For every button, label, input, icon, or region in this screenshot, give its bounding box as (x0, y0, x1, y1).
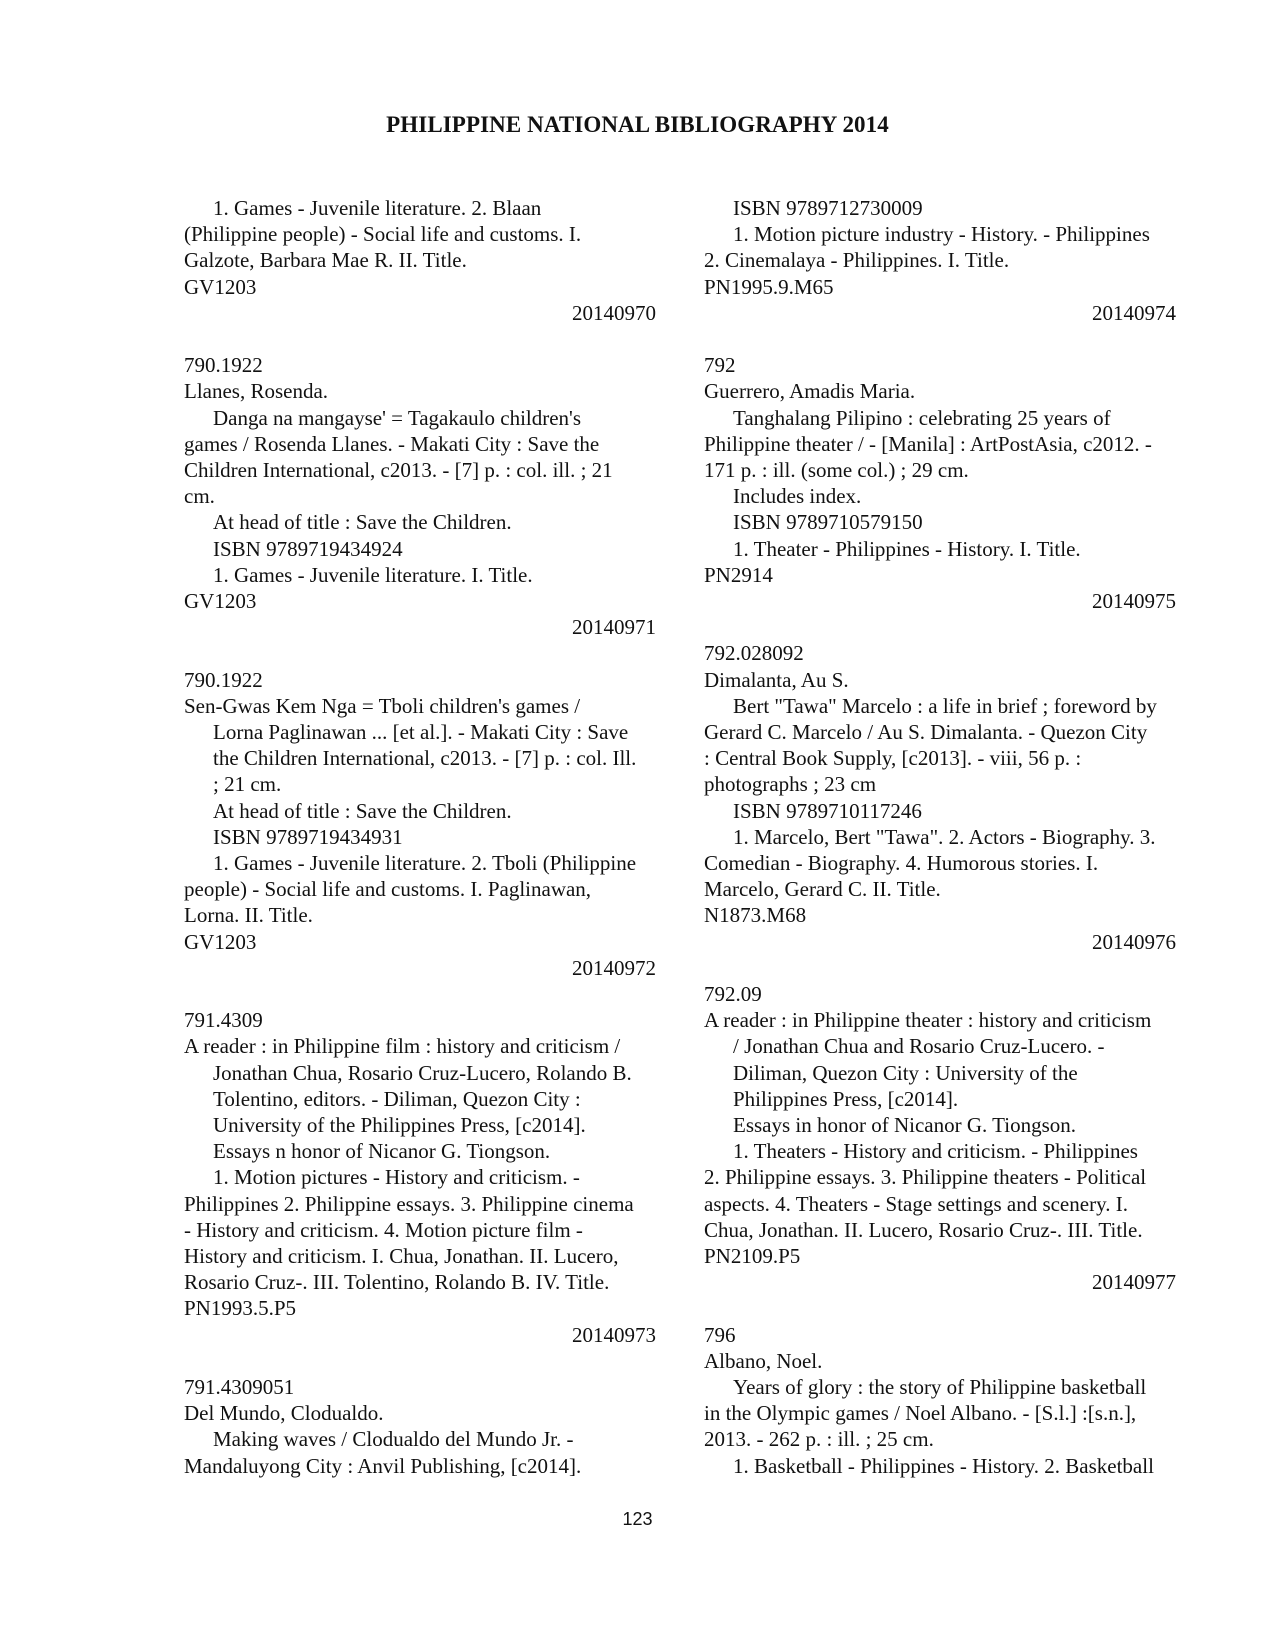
subject-headings: Philippines 2. Philippine essays. 3. Philippine cinema (184, 1191, 634, 1216)
title-statement: games / Rosenda Llanes. - Makati City : Save the (184, 431, 600, 456)
imprint: Philippines Press, [c2014]. (733, 1086, 959, 1111)
page-title: PHILIPPINE NATIONAL BIBLIOGRAPHY 2014 (386, 112, 889, 137)
title-statement: A reader : in Philippine theater : history and criticism (704, 1008, 1152, 1033)
note: Includes index. (733, 484, 862, 509)
entry-number: 20140972 (572, 955, 656, 980)
imprint: the Children International, c2013. - [7] p. : col. Ill. (213, 746, 637, 771)
call-number: N1873.M68 (704, 903, 807, 928)
classification-number: 790.1922 (184, 667, 263, 692)
bib-entry (704, 1322, 1196, 1479)
main-entry-author: Del Mundo, Clodualdo. (184, 1401, 384, 1426)
imprint: ; 21 cm. (213, 772, 282, 797)
classification-number: 791.4309051 (184, 1375, 295, 1400)
imprint: 2013. - 262 p. : ill. ; 25 cm. (704, 1427, 934, 1452)
entry-number: 20140971 (572, 615, 656, 640)
subject-headings: Lorna. II. Title. (184, 903, 313, 928)
title-statement: Gerard C. Marcelo / Au S. Dimalanta. - Quezon City (704, 720, 1148, 745)
subject-headings: 1. Games - Juvenile literature. 2. Tboli (Philippine (213, 851, 637, 876)
entry-number: 20140975 (1092, 589, 1176, 614)
subject-headings: 1. Marcelo, Bert "Tawa". 2. Actors - Biography. 3. (733, 824, 1156, 849)
subject-headings: people) - Social life and customs. I. Paglinawan, (184, 877, 592, 902)
call-number: PN1995.9.M65 (704, 274, 834, 299)
bib-entry (184, 195, 676, 326)
isbn: ISBN 9789710579150 (733, 510, 923, 535)
subject-headings: 1. Motion pictures - History and criticism. - (213, 1165, 580, 1190)
subject-headings: Comedian - Biography. 4. Humorous stories. I. (704, 851, 1099, 876)
imprint: Philippine theater / - [Manila] : ArtPostAsia, c2012. - (704, 431, 1152, 456)
entry-number: 20140970 (572, 300, 656, 325)
right-column (704, 195, 1196, 1479)
isbn: ISBN 9789710117246 (733, 798, 922, 823)
subject-headings: 1. Theaters - History and criticism. - Philippines (733, 1139, 1138, 1164)
entry-number: 20140973 (572, 1322, 656, 1347)
subject-headings: 1. Games - Juvenile literature. 2. Blaan (213, 196, 542, 220)
imprint: Diliman, Quezon City : University of the (733, 1060, 1078, 1085)
imprint: Mandaluyong City : Anvil Publishing, [c2014]. (184, 1453, 582, 1478)
imprint: : Central Book Supply, [c2013]. - viii, 56 p. : (704, 746, 1082, 771)
entry-number: 20140974 (1092, 300, 1176, 325)
subject-headings: - History and criticism. 4. Motion picture film - (184, 1217, 583, 1242)
bib-entry (704, 352, 1196, 614)
subject-headings: 2. Philippine essays. 3. Philippine theaters - Political (704, 1165, 1147, 1190)
subject-headings: aspects. 4. Theaters - Stage settings and scenery. I. (704, 1191, 1128, 1216)
imprint: 171 p. : ill. (some col.) ; 29 cm. (704, 458, 969, 483)
title-statement: Danga na mangayse' = Tagakaulo children's (213, 405, 582, 430)
subject-headings: 2. Cinemalaya - Philippines. I. Title. (704, 248, 1010, 273)
title-statement: Jonathan Chua, Rosario Cruz-Lucero, Rolando B. (213, 1060, 632, 1085)
classification-number: 791.4309 (184, 1008, 263, 1033)
bib-entry (184, 1374, 676, 1479)
subject-headings: History and criticism. I. Chua, Jonathan. II. Lucero, (184, 1244, 619, 1269)
imprint: photographs ; 23 cm (704, 772, 877, 797)
call-number: PN2914 (704, 562, 773, 587)
bib-entry (704, 981, 1196, 1295)
isbn: ISBN 9789719434931 (213, 824, 403, 849)
bib-entry (704, 195, 1196, 326)
title-statement: / Jonathan Chua and Rosario Cruz-Lucero. - (733, 1034, 1105, 1059)
main-entry-author: Llanes, Rosenda. (184, 379, 329, 404)
call-number: GV1203 (184, 274, 257, 299)
imprint: cm. (184, 484, 215, 509)
note: At head of title : Save the Children. (213, 510, 512, 535)
title-statement: Bert "Tawa" Marcelo : a life in brief ; foreword by (733, 693, 1157, 718)
classification-number: 790.1922 (184, 353, 263, 378)
note: Essays n honor of Nicanor G. Tiongson. (213, 1139, 551, 1164)
subject-headings: 1. Games - Juvenile literature. I. Title. (213, 562, 533, 587)
note: At head of title : Save the Children. (213, 798, 512, 823)
imprint: University of the Philippines Press, [c2014]. (213, 1113, 586, 1138)
subject-headings: Galzote, Barbara Mae R. II. Title. (184, 248, 467, 273)
bib-entry (184, 352, 676, 640)
note: Essays in honor of Nicanor G. Tiongson. (733, 1113, 1077, 1138)
title-statement: A reader : in Philippine film : history and criticism / (184, 1034, 621, 1059)
subject-headings: Rosario Cruz-. III. Tolentino, Rolando B. IV. Title. (184, 1270, 610, 1295)
subject-headings: Chua, Jonathan. II. Lucero, Rosario Cruz-. III. Title. (704, 1217, 1143, 1242)
subject-headings: Marcelo, Gerard C. II. Title. (704, 877, 941, 902)
left-column (184, 195, 676, 1479)
main-entry-author: Guerrero, Amadis Maria. (704, 379, 916, 404)
call-number: PN1993.5.P5 (184, 1296, 297, 1321)
call-number: GV1203 (184, 589, 257, 614)
main-entry-author: Albano, Noel. (704, 1348, 823, 1373)
subject-headings: 1. Basketball - Philippines - History. 2. Basketball (733, 1453, 1154, 1478)
subject-headings: 1. Theater - Philippines - History. I. Title. (733, 536, 1081, 561)
isbn: ISBN 9789712730009 (733, 196, 923, 220)
subject-headings: (Philippine people) - Social life and customs. I. (184, 222, 582, 247)
entry-number: 20140976 (1092, 929, 1176, 954)
title-statement: Sen-Gwas Kem Nga = Tboli children's games / (184, 693, 581, 718)
isbn: ISBN 9789719434924 (213, 536, 403, 561)
bib-entry (704, 640, 1196, 954)
title-statement: Tanghalang Pilipino : celebrating 25 years of (733, 405, 1111, 430)
classification-number: 792.09 (704, 982, 762, 1007)
call-number: GV1203 (184, 929, 257, 954)
title-statement: Years of glory : the story of Philippine basketball (733, 1375, 1147, 1400)
classification-number: 792 (704, 353, 736, 378)
imprint: in the Olympic games / Noel Albano. - [S.l.] :[s.n.], (704, 1401, 1137, 1426)
classification-number: 796 (704, 1322, 736, 1347)
title-statement: Making waves / Clodualdo del Mundo Jr. - (213, 1427, 574, 1452)
title-statement: Lorna Paglinawan ... [et al.]. - Makati City : Save (213, 720, 629, 745)
subject-headings: 1. Motion picture industry - History. - Philippines (733, 222, 1150, 247)
bib-entry (184, 1007, 676, 1348)
page-number: 123 (622, 1509, 653, 1529)
classification-number: 792.028092 (704, 641, 804, 666)
main-entry-author: Dimalanta, Au S. (704, 667, 849, 692)
imprint: Tolentino, editors. - Diliman, Quezon City : (213, 1086, 581, 1111)
entry-number: 20140977 (1092, 1270, 1176, 1295)
call-number: PN2109.P5 (704, 1244, 801, 1269)
bib-entry (184, 667, 676, 981)
imprint: Children International, c2013. - [7] p. : col. ill. ; 21 (184, 458, 613, 483)
